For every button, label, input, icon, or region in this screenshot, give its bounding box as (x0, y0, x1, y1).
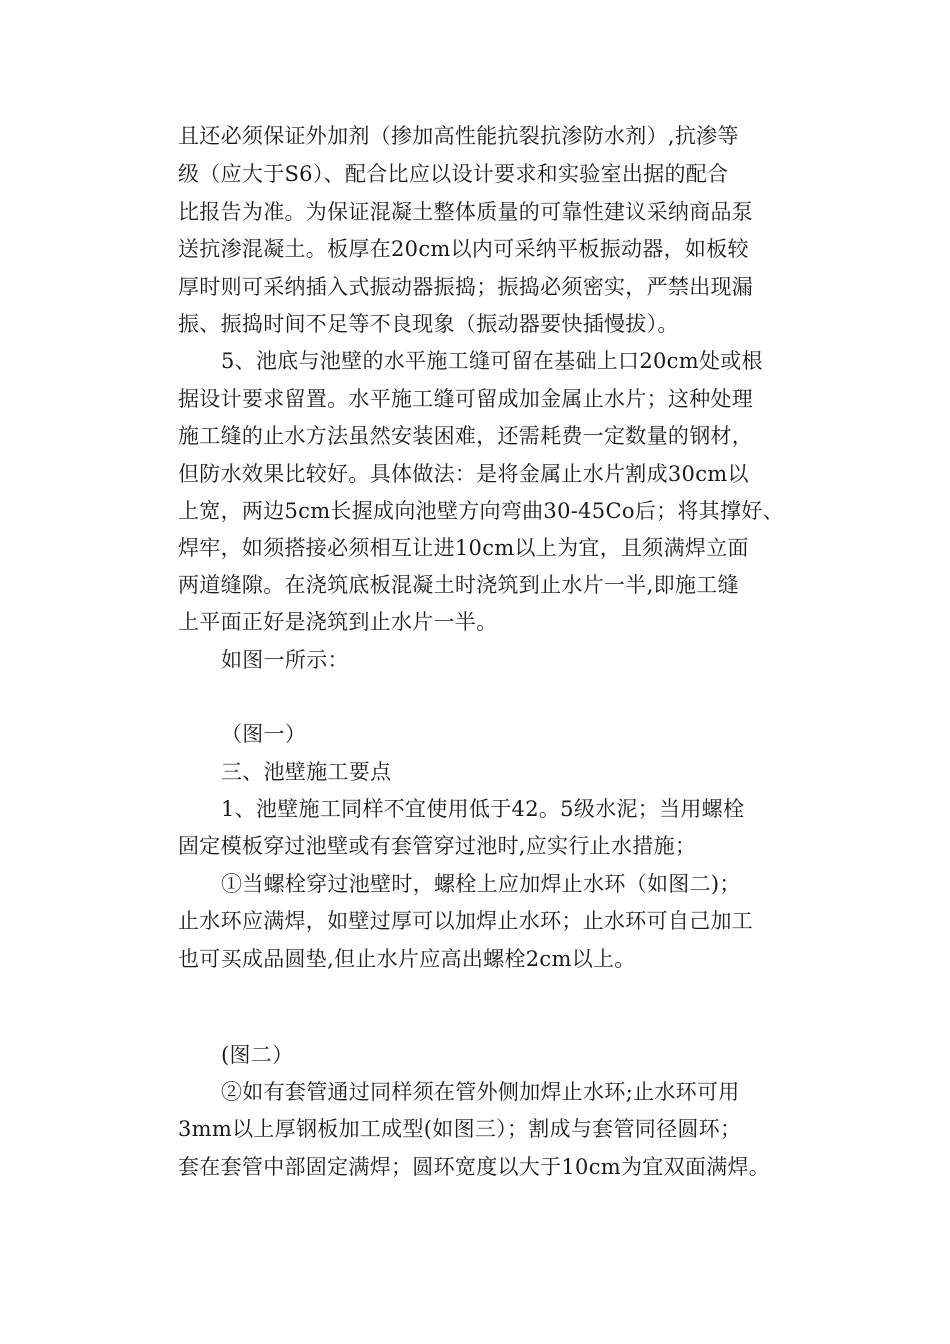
paragraph-line: 5、池底与池壁的水平施工缝可留在基础上口20cm处或根 (221, 349, 763, 373)
paragraph-line: 3mm以上厚钢板加工成型(如图三）；割成与套管同径圆环； (178, 1117, 742, 1141)
paragraph-line: ①当螺栓穿过池壁时，螺栓上应加焊止水环（如图二)； (221, 872, 741, 896)
paragraph-line: 止水环应满焊，如壁过厚可以加焊止水环；止水环可自己加工 (178, 909, 754, 933)
paragraph-line: ②如有套管通过同样须在管外侧加焊止水环;止水环可用 (221, 1080, 740, 1104)
paragraph-line: 1、池壁施工同样不宜使用低于42。5级水泥；当用螺栓 (221, 797, 745, 821)
figure-reference: 如图一所示： (221, 648, 349, 672)
paragraph-line: 施工缝的止水方法虽然安装困难，还需耗费一定数量的钢材， (178, 424, 754, 448)
paragraph-line: 且还必须保证外加剂（掺加高性能抗裂抗渗防水剂）,抗渗等 (178, 124, 739, 148)
paragraph-line: 但防水效果比较好。具体做法：是将金属止水片割成30cm以 (178, 462, 749, 486)
paragraph-line: 上宽，两边5cm长握成向池壁方向弯曲30-45Co后；将其撑好、 (178, 499, 784, 523)
paragraph-line: 也可买成品圆垫,但止水片应高出螺栓2cm以上。 (178, 947, 636, 971)
paragraph-line: 振、振捣时间不足等不良现象（振动器要快插慢拔）。 (178, 312, 679, 336)
section-heading: 三、池壁施工要点 (221, 760, 392, 784)
paragraph-line: 上平面正好是浇筑到止水片一半。 (178, 610, 498, 634)
paragraph-line: 级（应大于S6）、配合比应以设计要求和实验室出据的配合 (178, 162, 729, 186)
paragraph-line: 送抗渗混凝土。板厚在20cm以内可采纳平板振动器，如板较 (178, 237, 749, 261)
paragraph-line: 比报告为准。为保证混凝土整体质量的可靠性建议采纳商品泵 (178, 200, 754, 224)
paragraph-line: 两道缝隙。在浇筑底板混凝土时浇筑到止水片一半,即施工缝 (178, 573, 739, 597)
figure-caption: (图二） (221, 1043, 294, 1067)
paragraph-line: 焊牢，如须搭接必须相互让进10cm以上为宜，且须满焊立面 (178, 536, 749, 560)
paragraph-line: 套在套管中部固定满焊；圆环宽度以大于10cm为宜双面满焊。 (178, 1155, 771, 1179)
figure-caption: （图一） (221, 722, 307, 746)
paragraph-line: 据设计要求留置。水平施工缝可留成加金属止水片；这种处理 (178, 387, 754, 411)
paragraph-line: 固定模板穿过池壁或有套管穿过池时,应实行止水措施； (178, 834, 697, 858)
paragraph-line: 厚时则可采纳插入式振动器振捣；振捣必须密实，严禁出现漏 (178, 275, 754, 299)
